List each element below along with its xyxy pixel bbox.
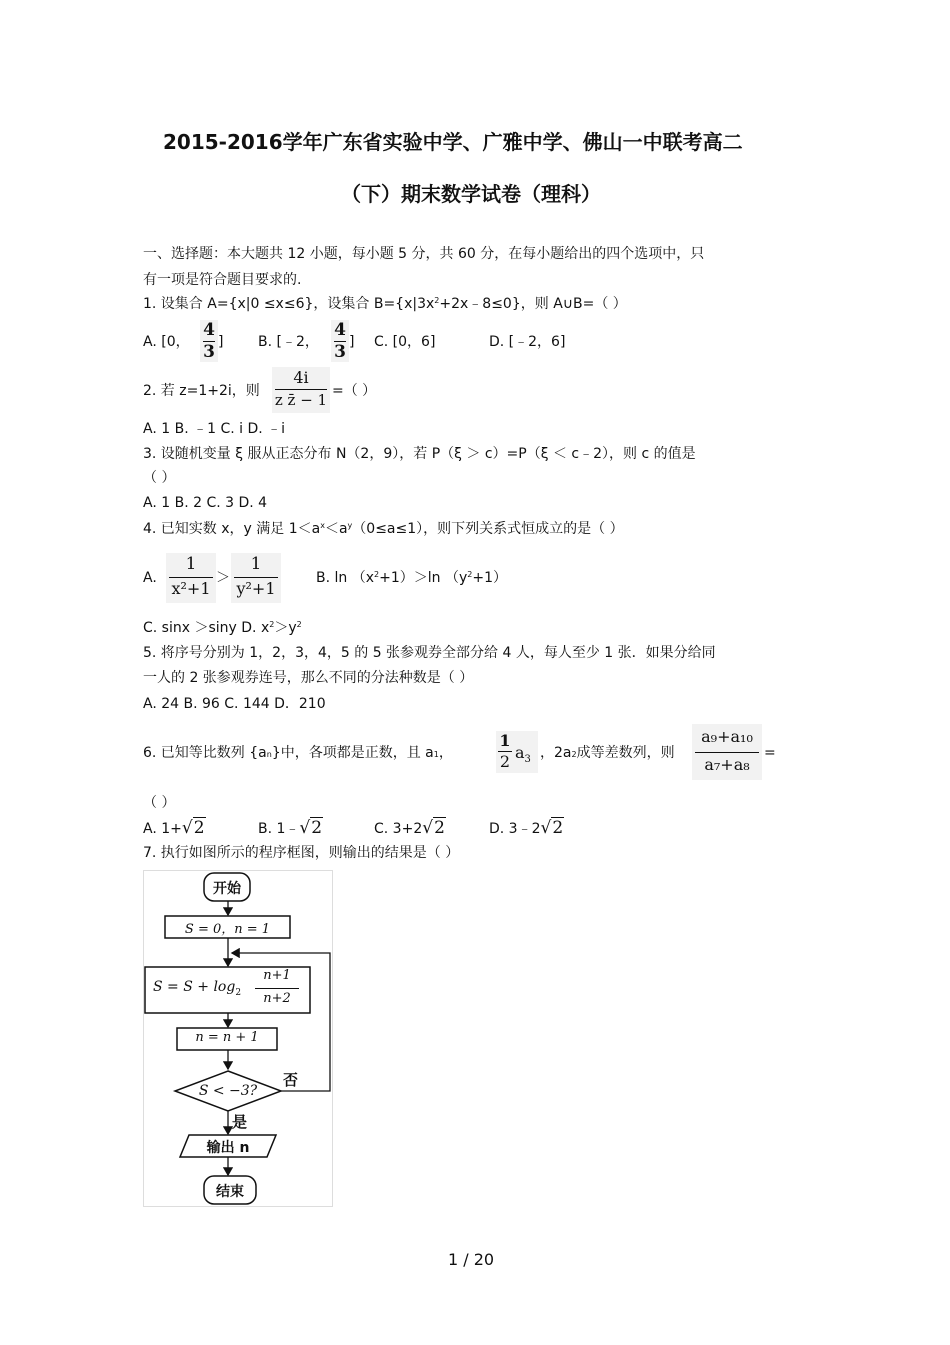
fraction-denominator: y²+1 — [236, 579, 276, 598]
q4-stem: 4. 已知实数 x，y 满足 $1<a^x<a^y(0\le a\le 1)$，则下列关系式恒成立的是（ ） — [143, 521, 624, 537]
yes-label: 是 — [232, 1113, 248, 1131]
fraction-denominator: 2 — [499, 752, 511, 771]
q1-option-b-close: ] — [349, 334, 355, 350]
q4-option-b: B. $\ln (x^2+1)>\ln$ $(y^2+1)$ — [316, 570, 507, 586]
q2-options: A. 1 B. ﹣1 C. i D. ﹣i — [143, 421, 286, 437]
section-heading-line1: 一、选择题：本大题共 12 小题，每小题 5 分，共 60 分，在每小题给出的四个选项中，只 — [143, 246, 705, 262]
q3-stem-line1: 3. 设随机变量 ξ 服从正态分布 N（2，9），若 P（ξ ＞ c）=P（ξ ＜ c﹣2），则 c 的值是 — [143, 446, 696, 462]
q1-fraction-b — [331, 320, 349, 362]
update-s-label: $S = S + \log_2$ — [153, 979, 242, 998]
a3-term: $a_3$ — [515, 743, 531, 765]
q6-option-a: A. 1+√2 — [143, 818, 205, 838]
fraction-bar — [275, 389, 327, 390]
sqrt-sign: √2 — [422, 818, 445, 838]
sqrt-sign: √2 — [540, 818, 564, 838]
q4-fraction-b — [231, 553, 281, 603]
q6-stem-b: ，2a2成等差数列，则 — [540, 745, 675, 761]
q5-stem-line2: 一人的 2 张参观券连号，那么不同的分法种数是（ ） — [143, 670, 474, 686]
fraction-numerator: 1 — [499, 731, 511, 750]
q5-options: A. 24 B. 96 C. 144 D．210 — [143, 696, 326, 712]
q6-ratio-fraction — [692, 724, 762, 780]
q1-stem: 1. 设集合 A={x|0 ≤x≤6}，设集合 $B=\{x|3x^2+2x﹣8\le 0\}$，则 A∪B=（ ） — [143, 296, 627, 312]
init-label: S = 0，n = 1 — [184, 922, 271, 937]
program-flowchart — [143, 870, 333, 1207]
start-label: 开始 — [213, 881, 241, 897]
fraction-denominator: 3 — [203, 342, 215, 362]
paper-title-line2: （下）期末数学试卷（理科） — [341, 182, 601, 206]
q6-option-d: D. 3﹣2√2 — [489, 818, 564, 838]
update-n-label: n = n + 1 — [195, 1030, 259, 1045]
q4-fraction-a — [166, 553, 216, 603]
output-label: 输出 n — [206, 1140, 250, 1156]
fraction-denominator: a₇+a₈ — [704, 755, 750, 774]
q1-fraction-a — [200, 320, 218, 362]
q1-option-d: D. [﹣2，6] — [489, 334, 566, 350]
q2-stem-a: 2. 若 z=1+2i，则 — [143, 383, 260, 399]
q1-option-a-label: A. [0， — [143, 334, 190, 350]
q1-option-a-close: ] — [218, 334, 224, 350]
section-heading-line2: 有一项是符合题目要求的. — [143, 272, 302, 288]
q1-option-c: C. [0，6] — [374, 334, 436, 350]
q6-equals: = — [764, 745, 776, 761]
fraction-bar — [234, 577, 278, 578]
log-fraction-bar — [255, 988, 299, 989]
fraction-numerator: 4i — [293, 368, 309, 387]
q2-fraction — [272, 367, 330, 413]
q6-option-b: B. 1﹣√2 — [258, 818, 323, 838]
q4-option-a-label: A. — [143, 570, 157, 586]
q6-half-a3 — [496, 731, 538, 773]
fraction-denominator: z z̄ − 1 — [274, 391, 328, 409]
paper-title-line1: 2015-2016学年广东省实验中学、广雅中学、佛山一中联考高二 — [163, 130, 743, 154]
fraction-numerator: 1 — [185, 554, 197, 574]
q4-options-cd: C. sinx ＞siny D. $x^2>y^2$ — [143, 620, 302, 636]
no-label: 否 — [283, 1071, 299, 1089]
log-fraction-num: n+1 — [263, 968, 291, 983]
log-fraction-den: n+2 — [263, 991, 291, 1006]
fraction-numerator: 1 — [250, 554, 262, 574]
q6-option-c: C. 3+2√2 — [374, 818, 445, 838]
q3-options: A. 1 B. 2 C. 3 D. 4 — [143, 495, 268, 511]
fraction-bar — [169, 577, 213, 578]
page-number: 1 / 20 — [448, 1250, 495, 1269]
sqrt-sign: √2 — [299, 818, 323, 838]
fraction-denominator: 3 — [334, 342, 346, 362]
q2-stem-b: =（ ） — [332, 383, 377, 399]
sqrt-sign: √2 — [181, 818, 205, 838]
q5-stem-line1: 5. 将序号分别为 1，2，3，4，5 的 5 张参观券全部分给 4 人，每人至少 1 张．如果分给同 — [143, 645, 716, 661]
q7-stem: 7. 执行如图所示的程序框图，则输出的结果是（ ） — [143, 845, 460, 861]
condition-label: S < −3? — [198, 1083, 258, 1099]
fraction-denominator: x²+1 — [171, 579, 211, 598]
q4-greater-sign: ＞ — [216, 570, 230, 586]
fraction-numerator: 4 — [203, 320, 215, 340]
end-label: 结束 — [216, 1184, 244, 1200]
q6-stem-a: 6. 已知等比数列 {an}中，各项都是正数，且 a1， — [143, 745, 453, 761]
fraction-bar — [695, 752, 759, 753]
fraction-numerator: 4 — [334, 320, 346, 340]
q1-option-b-label: B. [﹣2， — [258, 334, 319, 350]
q6-blank: （ ） — [143, 795, 176, 811]
q3-stem-line2: （ ） — [143, 470, 176, 486]
fraction-numerator: a₉+a₁₀ — [701, 727, 753, 746]
